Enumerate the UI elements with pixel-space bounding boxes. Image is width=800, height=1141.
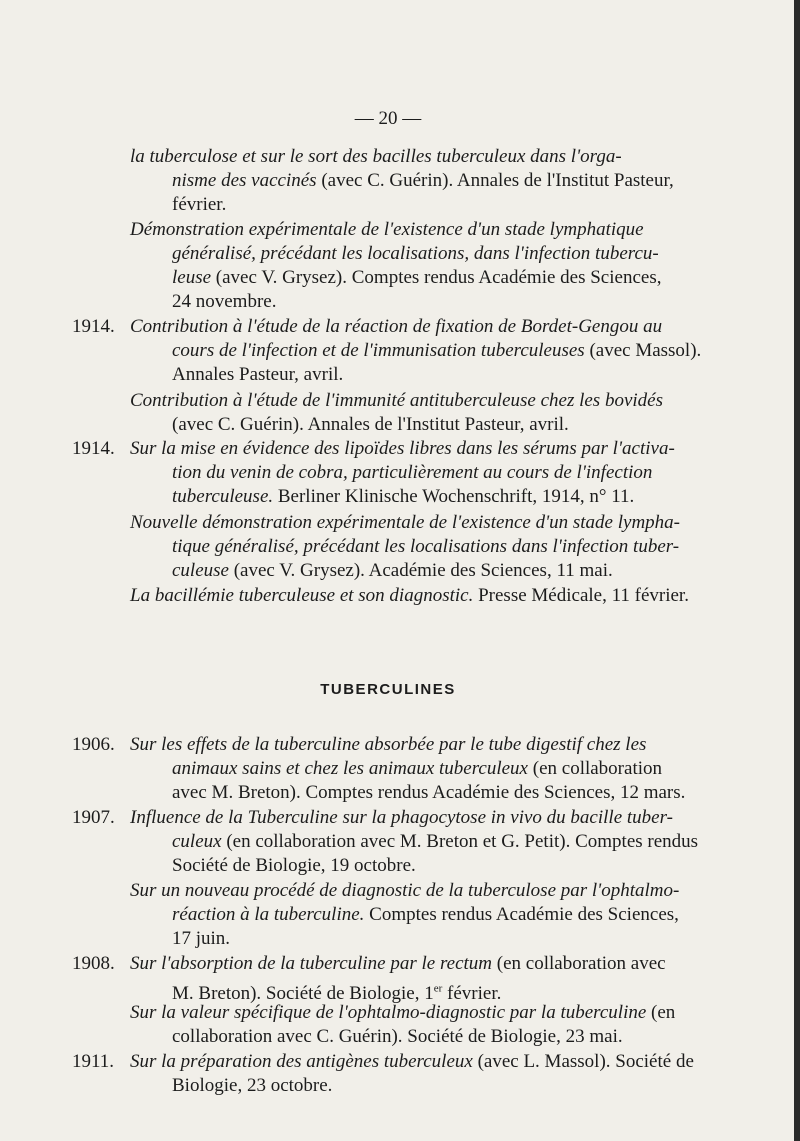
entry-line [72, 485, 700, 509]
entry-reference: Presse Médicale, 11 février. [473, 584, 689, 606]
entry-line [72, 535, 700, 559]
entry-line [72, 781, 700, 805]
entry-line [72, 757, 700, 781]
entry-line [72, 1001, 700, 1025]
bibliography-entry [72, 879, 700, 951]
entry-year: 1911. [72, 1051, 115, 1073]
entry-title: généralisé, précédant les localisations, dans l'infection tubercu- [172, 243, 659, 265]
entry-line [72, 218, 700, 242]
entry-line [72, 584, 700, 608]
entry-title: Influence de la Tuberculine sur la phagocytose in vivo du bacille tuber- [130, 807, 673, 829]
entry-line [72, 193, 700, 217]
entry-reference: Biologie, 23 octobre. [172, 1075, 333, 1097]
entry-line [72, 559, 700, 583]
entry-line [72, 290, 700, 314]
bibliography-entry [72, 437, 700, 509]
entry-line [72, 315, 700, 339]
entry-reference: février. [172, 194, 227, 215]
entry-reference: (avec C. Guérin). Annales de l'Institut Pasteur, [316, 170, 674, 191]
entry-year: 1906. [72, 734, 115, 755]
entry-reference: avec M. Breton). Comptes rendus Académie des Sciences, 12 mars. [172, 782, 686, 803]
entry-title: nisme des vaccinés [172, 170, 317, 191]
bibliography-entry [72, 584, 700, 608]
entry-title: Sur l'absorption de la tuberculine par le rectum [130, 953, 493, 975]
entry-line [72, 145, 700, 169]
entry-title: Sur un nouveau procédé de diagnostic de la tuberculose par l'ophtalmo- [130, 880, 680, 902]
entry-reference: (en collaboration avec [492, 953, 666, 975]
entry-reference: 17 juin. [172, 928, 231, 950]
entry-line [72, 339, 700, 363]
entry-line [72, 511, 700, 535]
bibliography-entry [72, 145, 700, 217]
entry-line [72, 437, 700, 461]
entry-reference: M. Breton). Société de Biologie, 1er février. [172, 982, 502, 1004]
entry-line [72, 461, 700, 485]
bibliography-entry [72, 1050, 700, 1098]
entry-line [72, 806, 700, 830]
entry-reference: (avec Massol). [584, 340, 702, 362]
entry-reference: Annales Pasteur, avril. [172, 364, 344, 386]
entry-title: Sur la préparation des antigènes tuberculeux [130, 1051, 473, 1073]
entry-title: culeuse [172, 559, 229, 581]
entry-year: 1908. [72, 953, 115, 975]
entry-line [72, 927, 700, 951]
section-heading: TUBERCULINES [320, 681, 456, 698]
entry-reference: (en [646, 1002, 676, 1024]
entry-reference: Comptes rendus Académie des Sciences, [364, 904, 679, 926]
bibliography-entry [72, 1001, 700, 1049]
bibliography-entry [72, 389, 700, 437]
entry-title: Démonstration expérimentale de l'existence d'un stade lymphatique [130, 219, 644, 241]
entry-reference: collaboration avec C. Guérin). Société de Biologie, 23 mai. [172, 1026, 623, 1048]
entry-line [72, 1025, 700, 1049]
entry-reference: (avec C. Guérin). Annales de l'Institut Pasteur, avril. [172, 413, 569, 435]
entry-title: Sur les effets de la tuberculine absorbée par le tube digestif chez les [130, 734, 647, 755]
bibliography-entry [72, 806, 700, 878]
entry-line [72, 733, 700, 757]
bibliography-entry [72, 511, 700, 583]
bibliography-entry [72, 315, 700, 387]
entry-line [72, 389, 700, 413]
entry-reference: (en collaboration [528, 758, 663, 779]
entry-title: Sur la valeur spécifique de l'ophtalmo-diagnostic par la tuberculine [130, 1002, 647, 1024]
entry-reference: Société de Biologie, 19 octobre. [172, 855, 416, 877]
entry-line [72, 169, 700, 193]
bibliography-entry [72, 733, 700, 805]
entry-line [72, 1050, 700, 1074]
bibliography-entry [72, 218, 700, 314]
entry-year: 1907. [72, 807, 115, 829]
entry-title: tique généralisé, précédant les localisations dans l'infection tuber- [172, 535, 680, 557]
page-number: — 20 — [354, 108, 422, 129]
entry-line [72, 266, 700, 290]
entry-reference: (avec L. Massol). Société de [472, 1051, 694, 1073]
entry-line [72, 1074, 700, 1098]
entry-title: La bacillémie tuberculeuse et son diagnostic. [130, 584, 474, 606]
entry-reference: (en collaboration avec M. Breton et G. Petit). Comptes rendus [221, 831, 699, 853]
entry-title: Contribution à l'étude de la réaction de fixation de Bordet-Gengou au [130, 316, 663, 338]
entry-title: réaction à la tuberculine. [172, 904, 365, 926]
entry-year: 1914. [72, 438, 115, 460]
entry-line [72, 952, 700, 976]
bibliography-entry [72, 952, 700, 1005]
entry-reference: Berliner Klinische Wochenschrift, 1914, n° 11. [273, 486, 635, 508]
entry-title: la tuberculose et sur le sort des bacilles tuberculeux dans l'orga- [130, 146, 622, 167]
entry-reference: (avec V. Grysez). Comptes rendus Académie des Sciences, [211, 267, 662, 289]
entry-title: tuberculeuse. [172, 486, 274, 508]
entry-reference: 24 novembre. [172, 291, 277, 313]
entry-line [72, 363, 700, 387]
entry-line [72, 903, 700, 927]
entry-title: Nouvelle démonstration expérimentale de l'existence d'un stade lympha- [130, 511, 680, 533]
entry-line [72, 830, 700, 854]
entry-year: 1914. [72, 316, 115, 338]
entry-title: tion du venin de cobra, particulièrement au cours de l'infection [172, 462, 653, 484]
entry-title: animaux sains et chez les animaux tuberculeux [172, 758, 528, 779]
entry-title: leuse [172, 267, 212, 289]
entry-line [72, 413, 700, 437]
entry-line [72, 879, 700, 903]
entry-line [72, 242, 700, 266]
entry-line [72, 854, 700, 878]
entry-title: Contribution à l'étude de l'immunité antituberculeuse chez les bovidés [130, 389, 663, 411]
entry-reference: (avec V. Grysez). Académie des Sciences, 11 mai. [228, 559, 613, 581]
entry-title: Sur la mise en évidence des lipoïdes libres dans les sérums par l'activa- [130, 438, 675, 460]
entry-title: culeux [172, 831, 222, 853]
entry-title: cours de l'infection et de l'immunisation tuberculeuses [172, 340, 585, 362]
scan-edge [794, 0, 800, 1141]
